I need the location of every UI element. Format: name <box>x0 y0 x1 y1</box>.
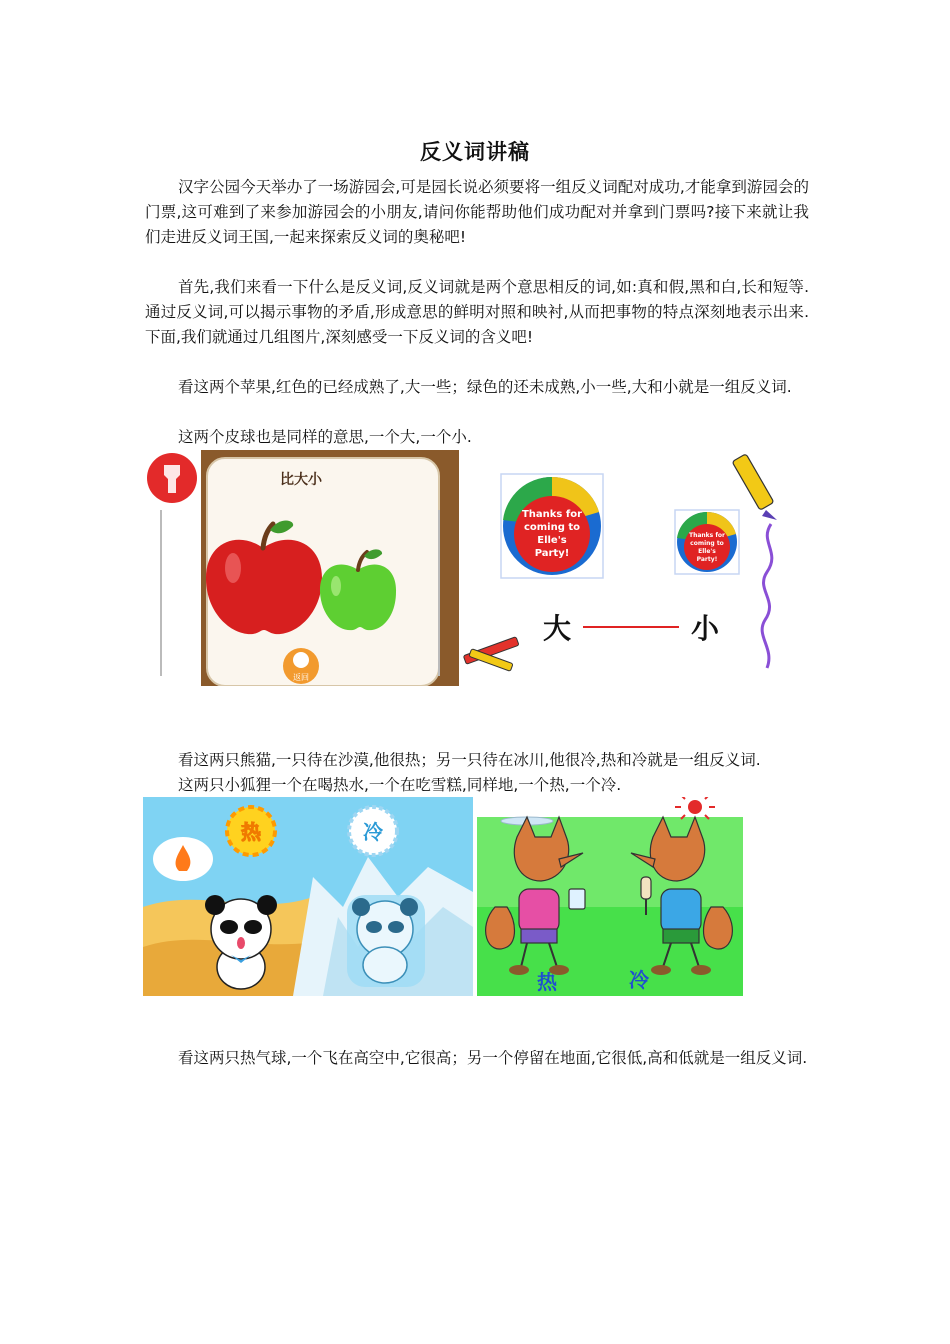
svg-text:Party!: Party! <box>534 548 570 559</box>
balls-figure <box>459 450 789 686</box>
ice-cream-icon <box>641 877 651 899</box>
svg-text:coming to: coming to <box>523 522 581 533</box>
balls-paragraph: 这两个皮球也是同样的意思,一个大,一个小. <box>178 428 472 446</box>
pandas-figure <box>143 797 473 996</box>
svg-text:Thanks for: Thanks for <box>688 532 726 539</box>
svg-text:冷: 冷 <box>363 820 383 844</box>
fox-hot-char: 热 <box>537 970 557 994</box>
apples-paragraph: 看这两个苹果,红色的已经成熟了,大一些；绿色的还未成熟,小一些,大和小就是一组反义词. <box>178 378 792 396</box>
small-beach-ball-icon <box>677 512 737 572</box>
svg-text:Elle's: Elle's <box>698 548 716 555</box>
svg-text:热: 热 <box>241 820 261 844</box>
svg-text:Thanks for: Thanks for <box>521 509 583 520</box>
snowflake-icon <box>349 807 397 855</box>
apples-figure-label: 比大小 <box>280 472 322 488</box>
svg-text:返回: 返回 <box>293 673 309 682</box>
cold-panda-icon <box>347 895 425 987</box>
big-char: 大 <box>542 612 572 645</box>
fox-cold-char: 冷 <box>629 968 649 992</box>
foxes-paragraph: 这两只小狐狸一个在喝热水,一个在吃雪糕,同样地,一个热,一个冷. <box>178 776 622 794</box>
svg-text:Party!: Party! <box>696 556 718 563</box>
foxes-figure <box>477 797 743 996</box>
hot-water-cup-icon <box>569 889 585 909</box>
sun-icon <box>227 807 275 855</box>
definition-paragraph: 首先,我们来看一下什么是反义词,反义词就是两个意思相反的词,如:真和假,黑和白,长和短等.通过反义词,可以揭示事物的矛盾,形成意思的鲜明对照和映衬,从而把事物的特点深刻地表示出来.下面,我们就通过几组图片,深刻感受一下反义词的含义吧! <box>145 278 809 346</box>
document-title: 反义词讲稿 <box>420 140 530 164</box>
svg-text:Elle's: Elle's <box>537 535 567 546</box>
balloons-paragraph: 看这两只热气球,一个飞在高空中,它很高；另一个停留在地面,它很低,高和低就是一组反义词. <box>178 1049 808 1067</box>
apples-figure <box>143 450 459 686</box>
svg-text:coming to: coming to <box>690 540 724 547</box>
intro-paragraph: 汉字公园今天举办了一场游园会,可是园长说必须要将一组反义词配对成功,才能拿到游园会的门票,这可难到了来参加游园会的小朋友,请问你能帮助他们成功配对并拿到门票吗?接下来就让我们走进反义词王国,一起来探索反义词的奥秘吧! <box>145 178 809 246</box>
pandas-paragraph: 看这两只熊猫,一只待在沙漠,他很热；另一只待在冰川,他很冷,热和冷就是一组反义词. <box>178 751 761 769</box>
big-beach-ball-icon <box>503 477 601 575</box>
small-char: 小 <box>690 612 720 645</box>
